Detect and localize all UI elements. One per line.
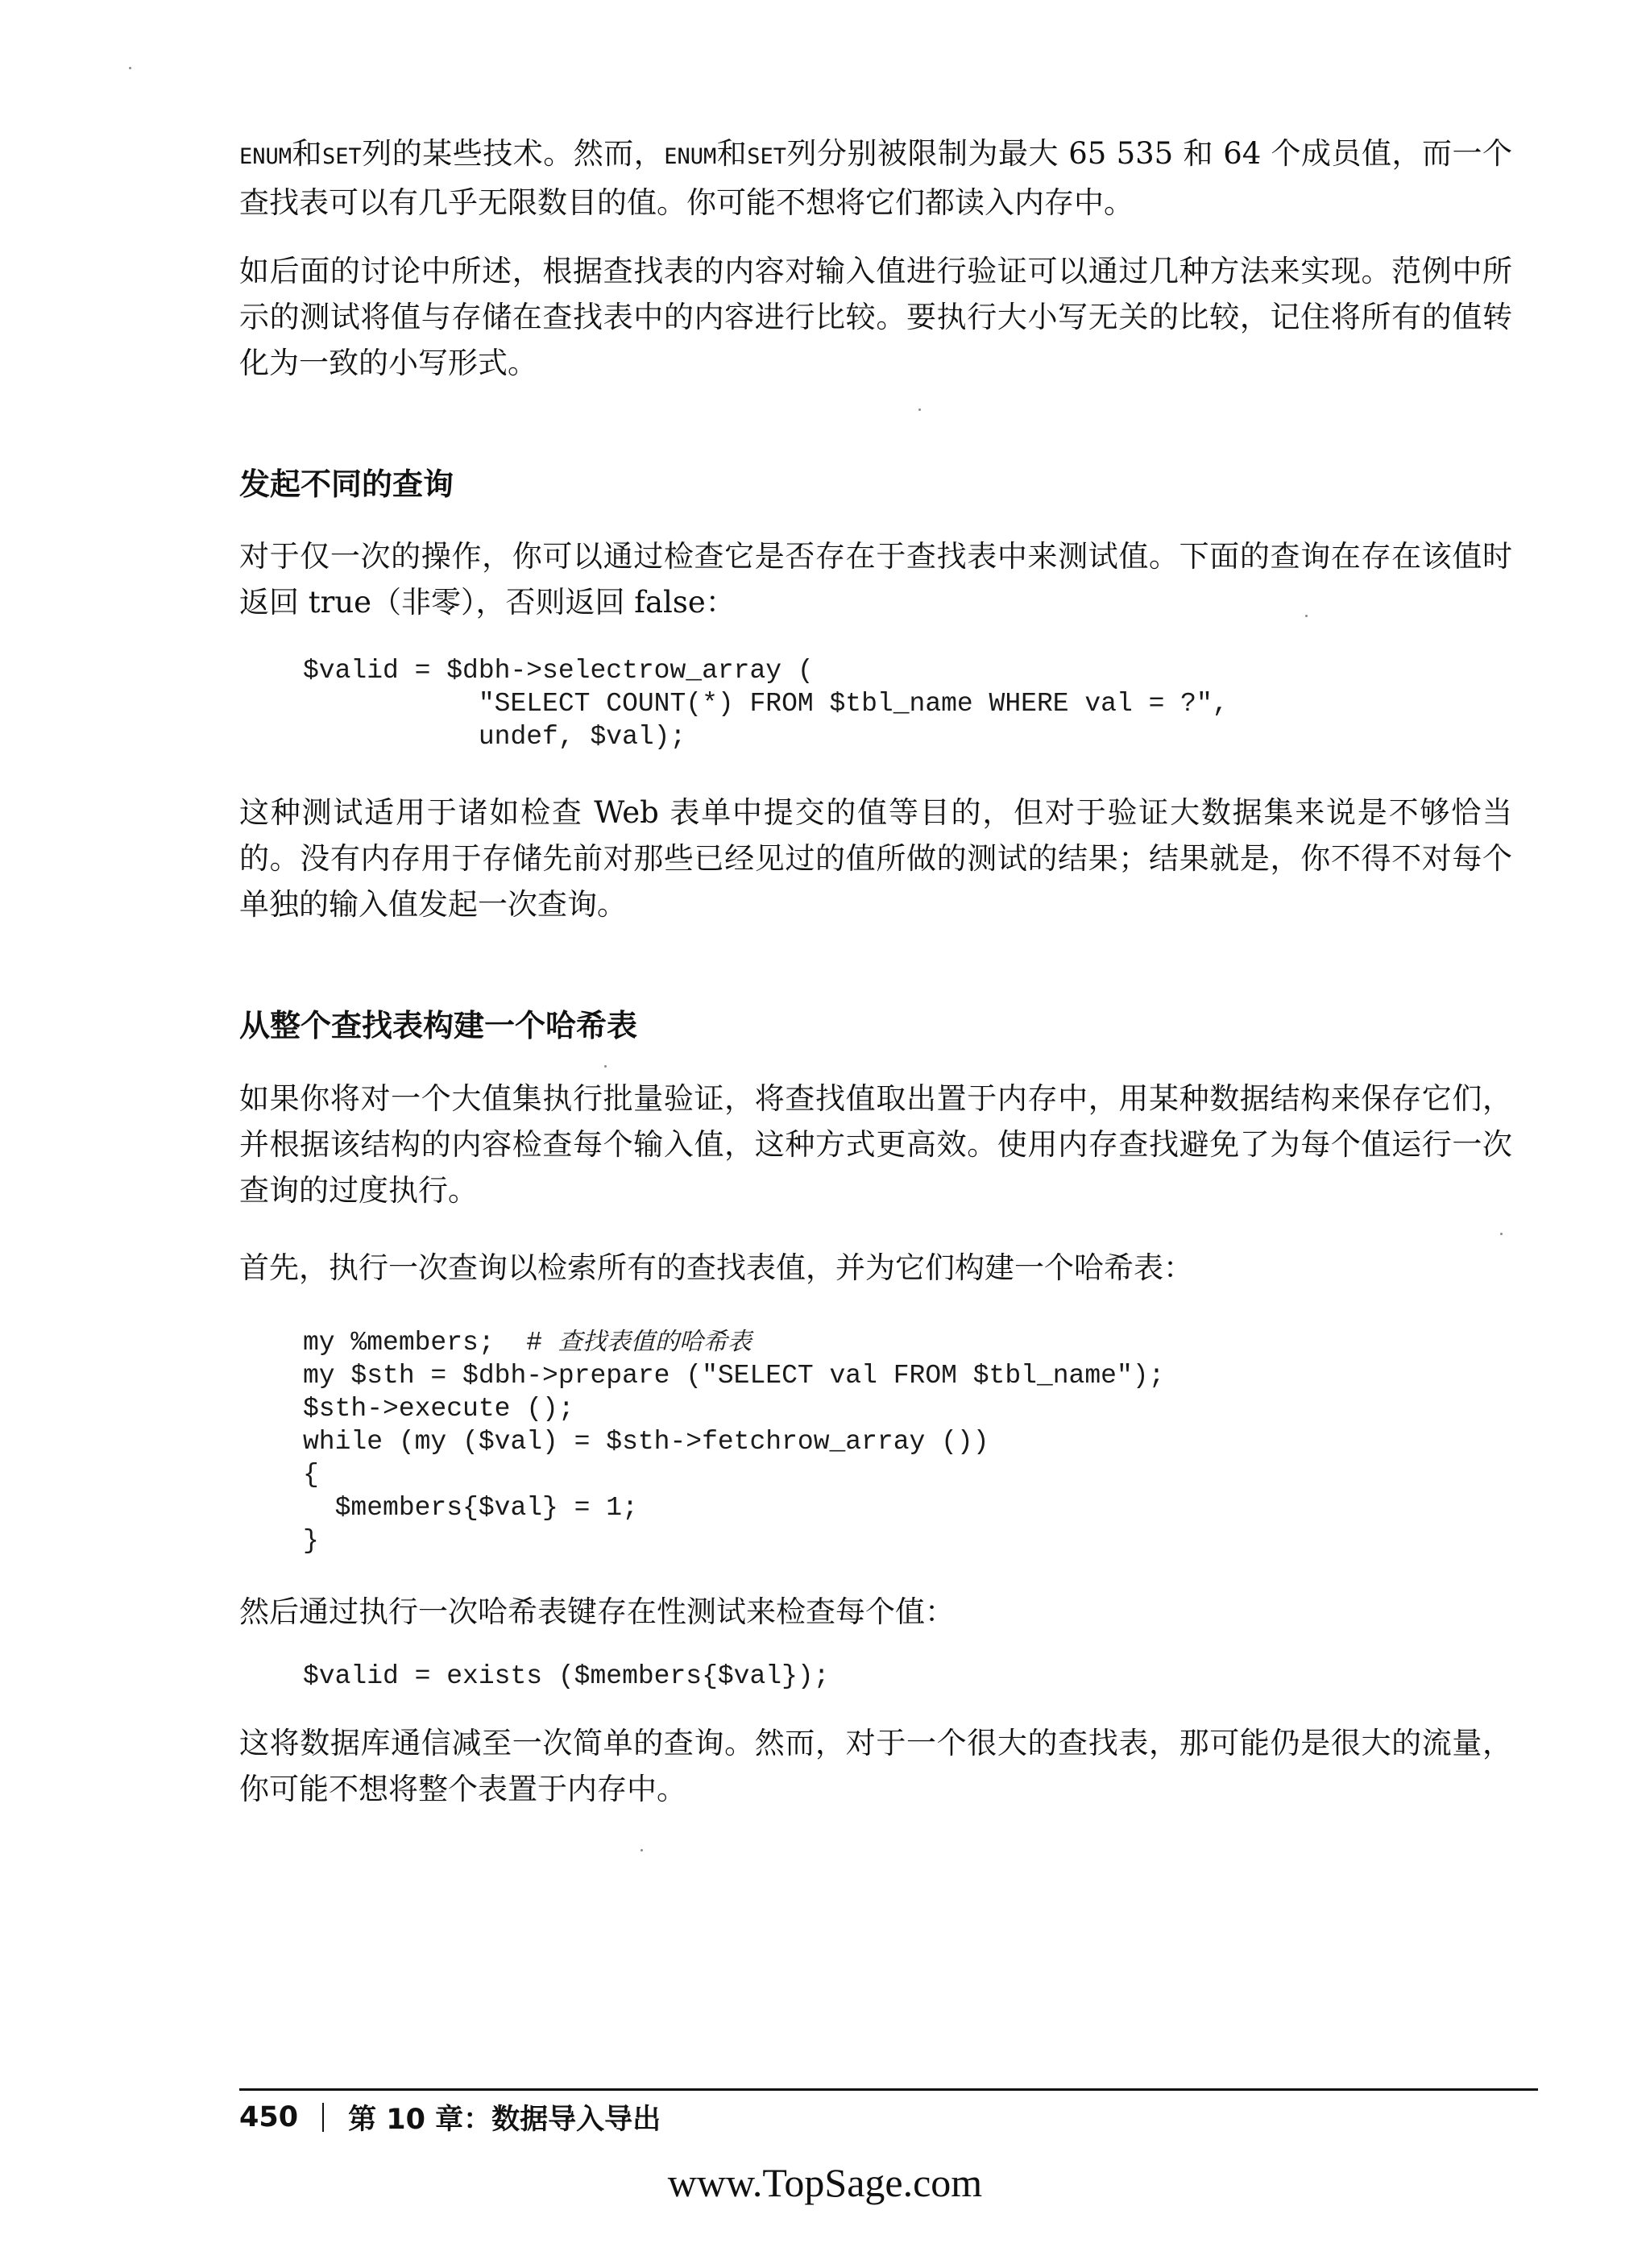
code-line: $members{$val} = 1;: [303, 1493, 638, 1523]
intro-paragraph-2: 如后面的讨论中所述，根据查找表的内容对输入值进行验证可以通过几种方法来实现。范例中所示的测试将值与存储在查找表中的内容进行比较。要执行大小写无关的比较，记住将所有的值转化为一致的小写形式。: [239, 254, 1512, 380]
section1-paragraph-2: 这种测试适用于诸如检查 Web 表单中提交的值等目的，但对于验证大数据集来说是不够恰当的。没有内存用于存储先前对那些已经见过的值所做的测试的结果；结果就是，你不得不对每个单独的输入值发起一次查询。: [239, 795, 1512, 922]
section-heading-distinct-queries: 发起不同的查询: [239, 466, 454, 502]
code-line: }: [303, 1526, 319, 1556]
section2-paragraph-3: 然后通过执行一次哈希表键存在性测试来检查每个值：: [239, 1594, 955, 1629]
code-line: {: [303, 1460, 319, 1490]
page-number: 450: [239, 2101, 299, 2133]
code-line: my %members; # 查找表值的哈希表: [303, 1328, 752, 1358]
chapter-title: 第 10 章：数据导入导出: [348, 2104, 661, 2136]
code-block-hash-build: [303, 1325, 1164, 1557]
scan-speck: [1305, 615, 1308, 617]
code-line: "SELECT COUNT(*) FROM $tbl_name WHERE val = ?",: [303, 689, 1229, 719]
scan-speck: [1500, 1233, 1503, 1235]
scan-speck: [918, 408, 921, 411]
set-keyword: SET: [322, 144, 362, 169]
section1-paragraph-1: 对于仅一次的操作，你可以通过检查它是否存在于查找表中来测试值。下面的查询在存在该值时返回 true（非零），否则返回 false：: [239, 539, 1512, 620]
enum-keyword: ENUM: [239, 144, 292, 169]
code-line: $valid = exists ($members{$val});: [303, 1661, 830, 1691]
watermark-url: www.TopSage.com: [667, 2160, 983, 2205]
code-block-selectrow: [303, 654, 1229, 753]
intro-paragraph-1: ENUM和SET列的某些技术。然而，ENUM和SET列分别被限制为最大 65 535 和 64 个成员值，而一个查找表可以有几乎无限数目的值。你可能不想将它们都读入内存中。: [239, 136, 1513, 220]
section2-paragraph-1: 如果你将对一个大值集执行批量验证，将查找值取出置于内存中，用某种数据结构来保存它们，并根据该结构的内容检查每个输入值，这种方式更高效。使用内存查找避免了为每个值运行一次查询的过度执行。: [239, 1081, 1512, 1208]
section-heading-build-hash: 从整个查找表构建一个哈希表: [239, 1008, 638, 1043]
code-block-exists-test: [303, 1660, 830, 1693]
set-keyword: SET: [747, 144, 787, 169]
section2-paragraph-4: 这将数据库通信减至一次简单的查询。然而，对于一个很大的查找表，那可能仍是很大的流量，你可能不想将整个表置于内存中。: [239, 1726, 1512, 1806]
code-line: $sth->execute ();: [303, 1394, 574, 1424]
enum-keyword: ENUM: [664, 144, 717, 169]
scan-speck: [604, 1065, 607, 1068]
section2-paragraph-2: 首先，执行一次查询以检索所有的查找表值，并为它们构建一个哈希表：: [239, 1250, 1193, 1285]
code-line: my $sth = $dbh->prepare ("SELECT val FROM $tbl_name");: [303, 1361, 1165, 1391]
code-line: while (my ($val) = $sth->fetchrow_array ()): [303, 1427, 989, 1457]
scan-speck: [641, 1849, 643, 1851]
footer-separator: [322, 2103, 324, 2132]
code-comment: 查找表值的哈希表: [558, 1328, 752, 1356]
code-line: undef, $val);: [303, 722, 686, 752]
page-footer: [239, 2097, 661, 2137]
code-line: $valid = $dbh->selectrow_array (: [303, 656, 814, 686]
scan-speck: [129, 67, 131, 69]
footer-divider: [239, 2088, 1538, 2091]
